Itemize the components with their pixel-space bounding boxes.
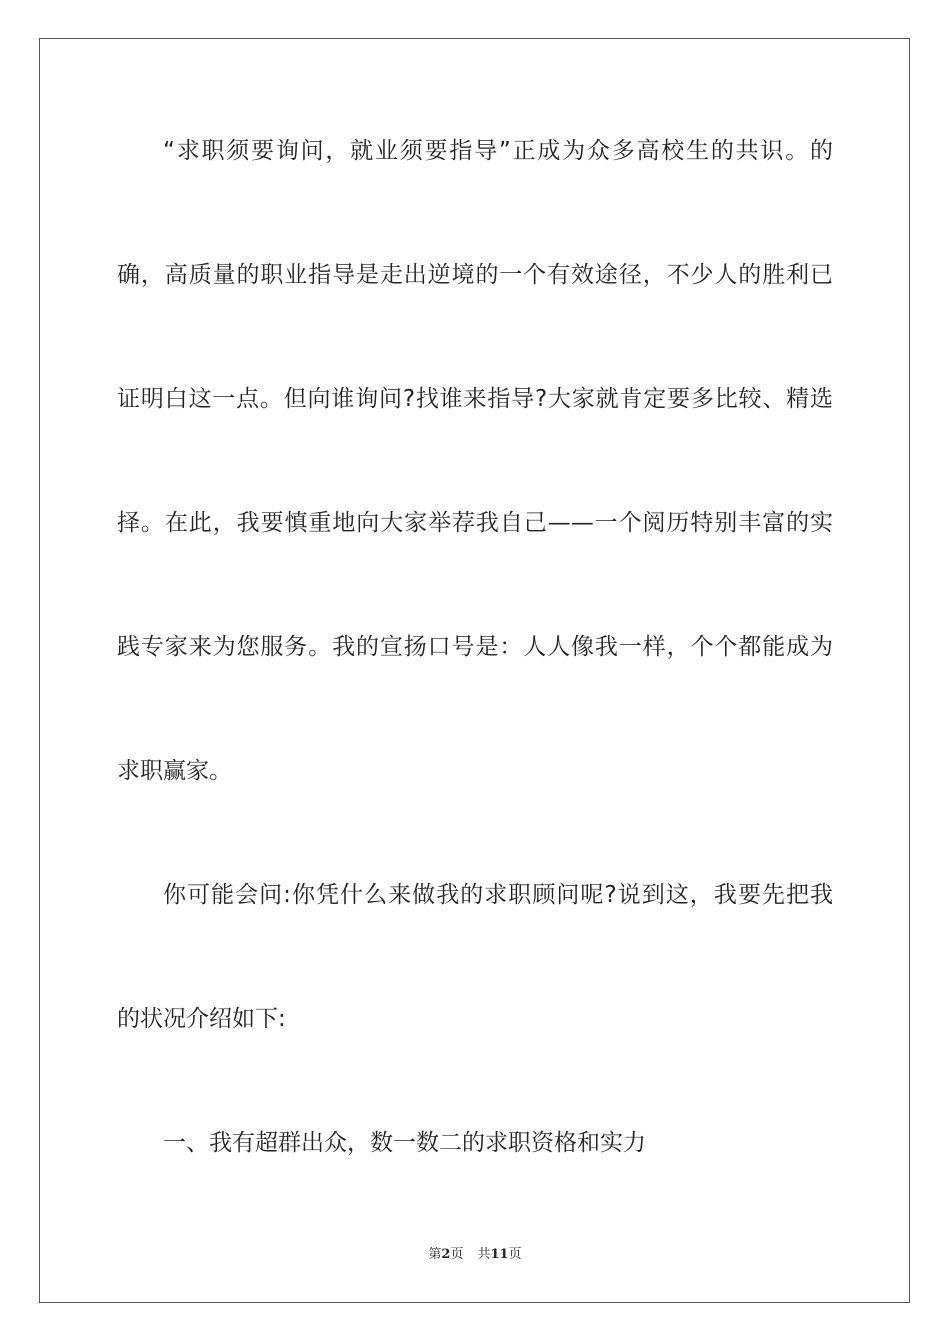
page-prefix: 第 <box>428 1247 442 1262</box>
total-prefix: 共 <box>477 1247 491 1262</box>
page-suffix: 页 <box>450 1247 464 1262</box>
total-suffix: 页 <box>508 1247 522 1262</box>
current-page-number: 2 <box>441 1247 451 1262</box>
section-heading: 一、我有超群出众，数一数二的求职资格和实力 <box>163 1130 646 1156</box>
paragraph-1-line-5: 践专家来为您服务。我的宣扬口号是：人人像我一样，个个都能成为 <box>117 634 833 660</box>
paragraph-1-line-6: 求职赢家。 <box>117 758 232 784</box>
paragraph-1-line-1: “求职须要询问，就业须要指导”正成为众多高校生的共识。的 <box>163 138 833 164</box>
paragraph-1-line-2: 确，高质量的职业指导是走出逆境的一个有效途径，不少人的胜利已 <box>117 262 833 288</box>
paragraph-1-line-3: 证明白这一点。但向谁询问?找谁来指导?大家就肯定要多比较、精选 <box>117 386 833 412</box>
total-page-number: 11 <box>490 1247 509 1262</box>
paragraph-1-line-4: 择。在此，我要慎重地向大家举荐我自己——一个阅历特别丰富的实 <box>117 510 833 536</box>
paragraph-2-line-1: 你可能会问:你凭什么来做我的求职顾问呢?说到这，我要先把我 <box>163 882 833 908</box>
paragraph-2-line-2: 的状况介绍如下: <box>117 1006 286 1032</box>
page-footer <box>0 1246 950 1264</box>
page-border <box>39 38 910 1303</box>
